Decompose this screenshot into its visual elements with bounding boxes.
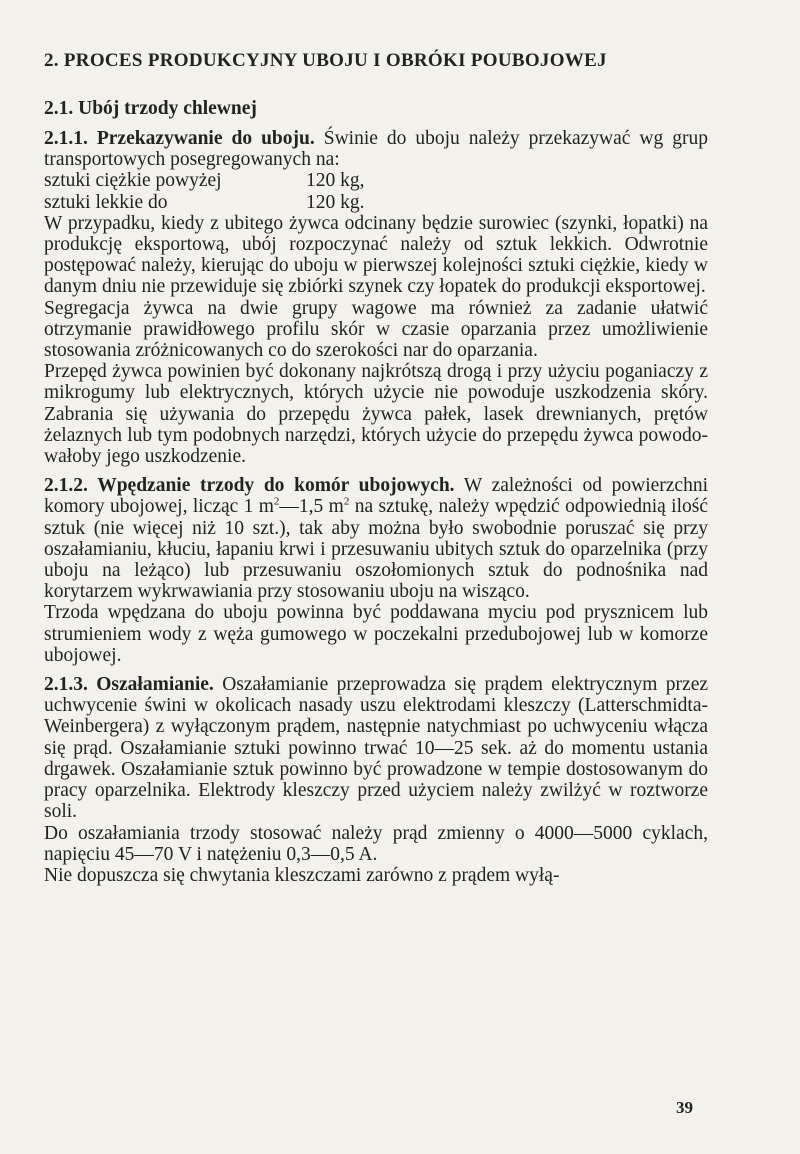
section-2-1-1 <box>44 128 708 467</box>
paragraph <box>44 128 708 170</box>
paragraph <box>44 674 708 822</box>
paragraph: Trzoda wpędzana do uboju powinna być poddawana myciu pod prysznicem lub strumieniem wody z węża gumowego w poczekalni przedubojowej lub w komorze ubojowej. <box>44 602 708 666</box>
section-title: 2.1. Ubój trzody chlewnej <box>44 98 257 119</box>
weight-value: 120 kg. <box>306 191 365 213</box>
paragraph-text: na sztukę, należy wpędzić odpowiednią ilość sztuk (nie więcej niż 10 szt.), tak aby można było swobodnie poruszać się przy oszałamianiu, kłuciu, łapaniu krwi i przesuwaniu ubitych sztuk do oparzelnika (przy uboju na leżąco) lub przesuwaniu oszołomionych sztuk do podnośnika nad korytarzem wykrwawiania przy stosowaniu uboju na wisząco. <box>44 496 708 603</box>
weight-value: 120 kg, <box>306 170 365 192</box>
paragraph <box>44 475 708 602</box>
subsection-heading: 2.1.3. Oszałamianie. <box>44 674 214 696</box>
chapter-title: 2. PROCES PRODUKCYJNY UBOJU I OBRÓKI POUBOJOWEJ <box>44 50 607 71</box>
paragraph: Do oszałamiania trzody stosować należy prąd zmienny o 4000—5000 cyklach, napięciu 45—70 V i natężeniu 0,3—0,5 A. <box>44 822 708 865</box>
subsection-heading: 2.1.1. Przekazywanie do uboju. <box>44 128 315 149</box>
paragraph-text: —1,5 m <box>279 496 344 518</box>
list-item <box>44 170 365 191</box>
paragraph-text: Świnie do uboju należy przekazywać wg grup transportowych posegregowanych na: <box>44 128 708 171</box>
subsection-heading: 2.1.2. Wpędzanie trzody do komór ubojowych. <box>44 475 455 497</box>
paragraph: W przypadku, kiedy z ubitego żywca odcinany będzie surowiec (szynki, łopatki) na produkcję eksportową, ubój rozpoczynać należy od sztuk lekkich. Odwrotnie postępować należy, kierując do uboju w pierwszej kolejności sztuki ciężkie, kiedy w danym dniu nie przewiduje się zbiórki szynek czy łopatek do produkcji eksportowej. <box>44 212 708 298</box>
page-body <box>44 50 708 886</box>
section-2-1-2 <box>44 475 708 666</box>
page-number: 39 <box>676 1098 693 1117</box>
section-2-1-3 <box>44 674 708 886</box>
weight-list <box>44 170 365 212</box>
superscript: 2 <box>273 495 280 508</box>
paragraph: Segregacja żywca na dwie grupy wagowe ma również za zadanie ułatwić otrzymanie prawidłowego profilu skór w czasie oparzania przez umożliwienie stosowania zróżnicowanych co do szerokości nar do oparzania. <box>44 297 708 362</box>
superscript: 2 <box>343 495 350 508</box>
paragraph-text: Oszałamianie przeprowadza się prądem elektrycznym przez uchwycenie świni w okolicach nasady uszu elektrodami kleszczy (Latterschmidta-Weinbergera) z wyłączonym prądem, następnie natychmiast po uchwyceniu włącza się prąd. Oszałamianie sztuki powinno trwać 10—25 sek. aż do momentu ustania drgawek. Oszałamianie sztuk powinno być prowadzone w tempie dostosowanym do pracy oparzelnika. Elektrody kleszczy przed użyciem należy zwilżyć w roztworze soli. <box>44 674 709 823</box>
paragraph: Przepęd żywca powinien być dokonany najkrótszą drogą i przy użyciu poganiaczy z mikrogumy lub elektrycznych, których użycie nie powoduje uszkodzenia skóry. Zabrania się używania do przepędu żywca pałek, lasek drewnianych, prętów żelaznych lub tym podobnych narzędzi, których użycie do przepędu żywca powodowałoby jego uszkodzenie. <box>44 361 708 468</box>
list-item <box>44 192 365 213</box>
weight-label: sztuki lekkie do <box>44 191 168 213</box>
paragraph-text: W zależności od powierzchni komory ubojowej, licząc 1 m <box>44 475 708 518</box>
weight-label: sztuki ciężkie powyżej <box>44 170 222 192</box>
paragraph: Nie dopuszcza się chwytania kleszczami zarówno z prądem wyłą- <box>44 864 560 886</box>
